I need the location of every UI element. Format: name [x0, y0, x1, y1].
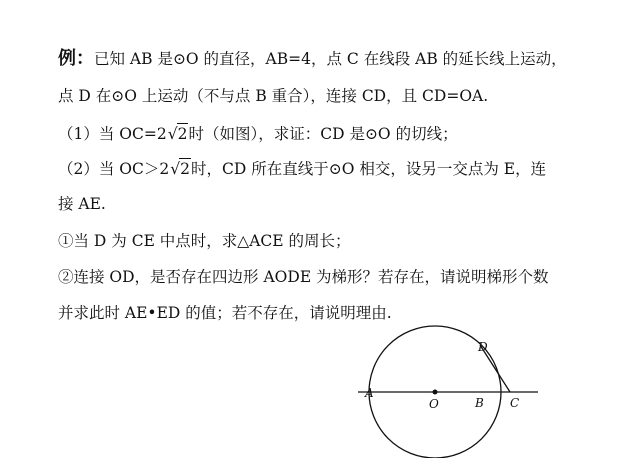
- part-1-lead: （1）当 OC=: [58, 125, 157, 143]
- sub-question-2-line-1: ②连接 OD，是否存在四边形 AODE 为梯形？若存在，请说明梯形个数: [58, 268, 549, 286]
- label-d: D: [478, 340, 488, 354]
- center-point-o: [433, 390, 438, 395]
- sub-question-1: ①当 D 为 CE 中点时，求△ACE 的周长；: [58, 232, 351, 250]
- problem-line-1: [58, 49, 567, 69]
- label-c: C: [510, 396, 520, 410]
- radical-expression: 2√2: [156, 125, 188, 143]
- problem-statement-2: 点 D 在⊙O 上运动（不与点 B 重合），连接 CD，且 CD=OA.: [58, 87, 489, 105]
- label-b: B: [475, 396, 484, 410]
- problem-statement-1: 已知 AB 是⊙O 的直径，AB=4，点 C 在线段 AB 的延长线上运动，: [94, 50, 567, 68]
- geometry-diagram: [360, 320, 540, 454]
- geometry-figure: [360, 320, 540, 454]
- part-2-lead: （2）当 OC＞: [58, 160, 160, 178]
- part-2-continued: [58, 194, 106, 214]
- part-1-tail: 时（如图），求证：CD 是⊙O 的切线；: [188, 125, 458, 143]
- part-2: [58, 158, 546, 179]
- part-1: [58, 123, 458, 144]
- example-prefix: 例：: [58, 48, 94, 69]
- label-o: O: [429, 397, 439, 411]
- radical-expression: 2√2: [159, 160, 190, 178]
- problem-line-2: [58, 86, 488, 106]
- part-2-tail: 时，CD 所在直线于⊙O 相交，设另一交点为 E，连: [191, 160, 547, 178]
- sub-question-2-line-2: 并求此时 AE•ED 的值；若不存在，请说明理由.: [58, 304, 392, 322]
- label-a: A: [365, 386, 374, 400]
- part-2-cont: 接 AE.: [58, 195, 106, 213]
